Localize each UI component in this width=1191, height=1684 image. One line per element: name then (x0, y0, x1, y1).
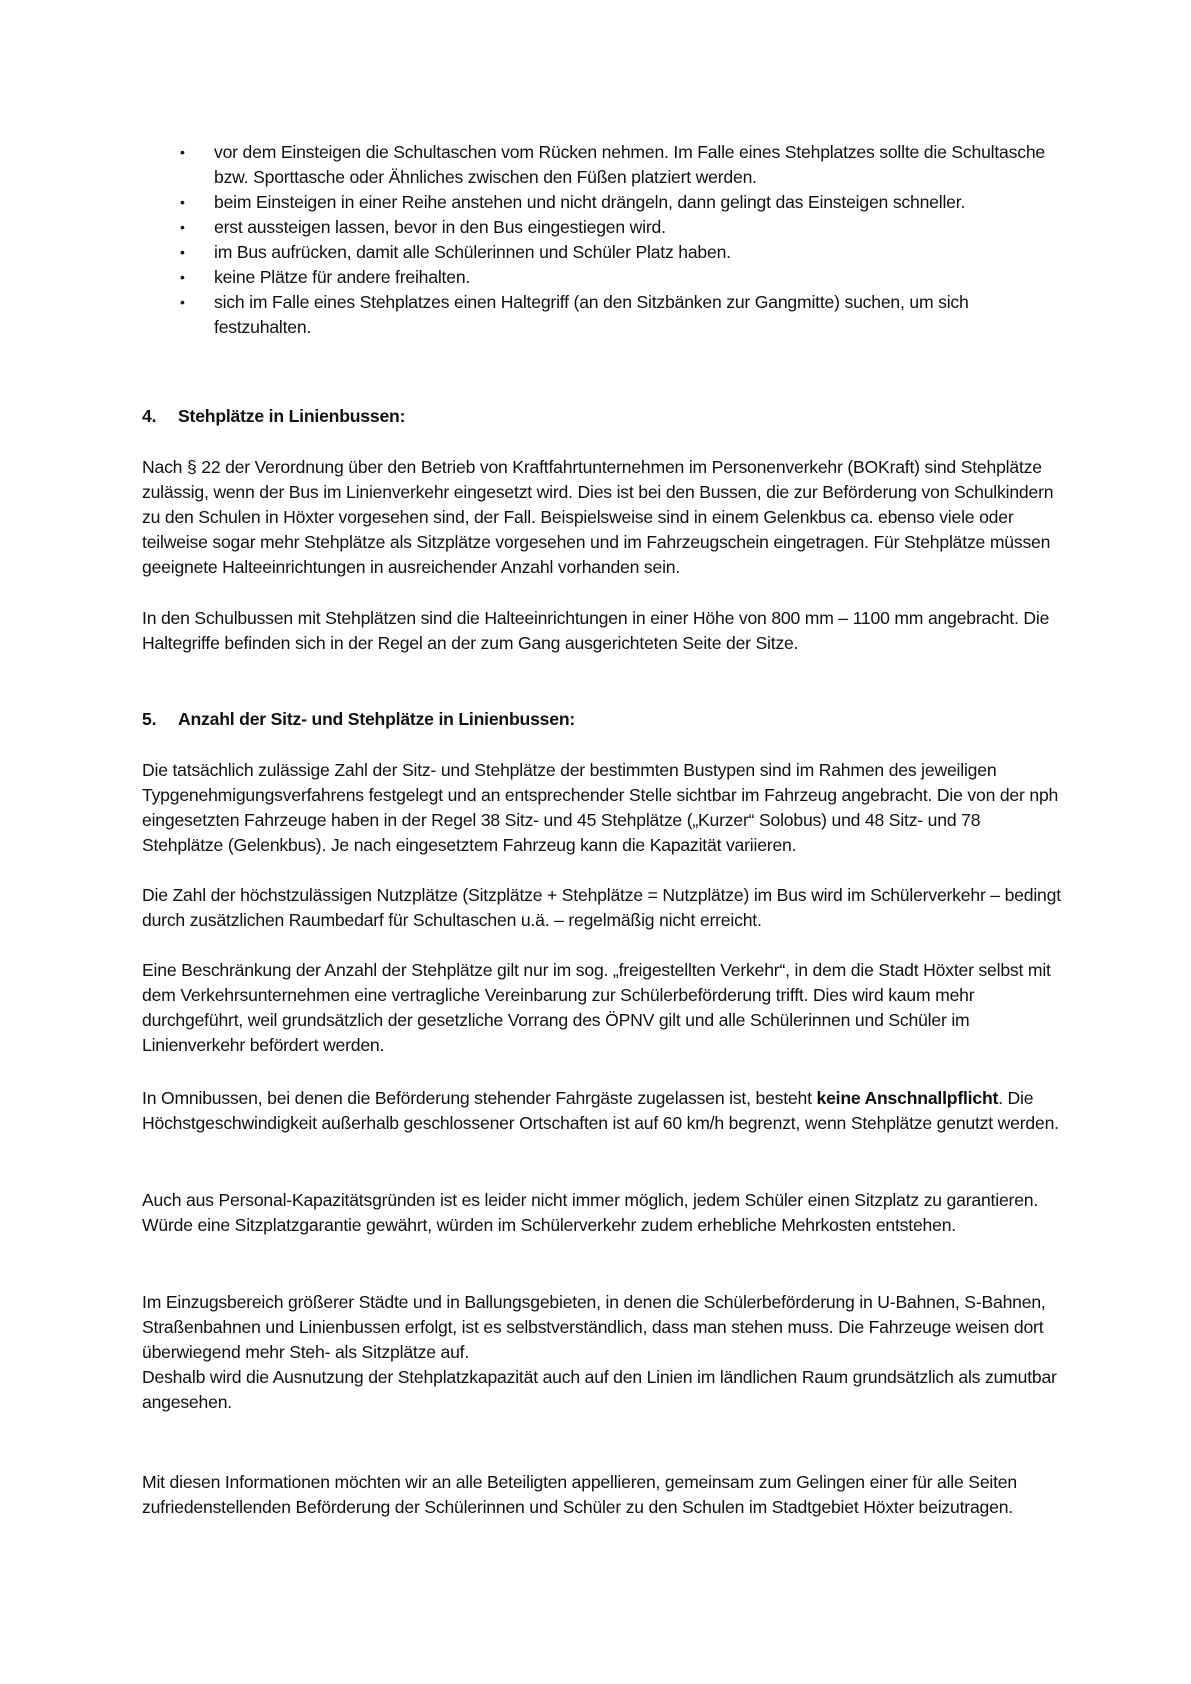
list-item-text: vor dem Einsteigen die Schultaschen vom Rücken nehmen. Im Falle eines Stehplatzes sollte die Schultasche bzw. Sporttasche oder Ähnliches zwischen den Füßen platziert werden. (214, 142, 1046, 187)
section-5-paragraph-3: Eine Beschränkung der Anzahl der Stehplätze gilt nur im sog. „freigestellten Verkehr“, in dem die Stadt Höxter selbst mit dem Verkehrsunternehmen eine vertragliche Vereinbarung zur Schülerbeförderung trifft. Dies wird kaum mehr durchgeführt, weil grundsätzlich der gesetzliche Vorrang des ÖPNV gilt und alle Schülerinnen und Schüler im Linienverkehr befördert werden. (142, 960, 1051, 1055)
paragraph-4-text-start: In Omnibussen, bei denen die Beförderung stehender Fahrgäste zugelassen ist, besteht (142, 1088, 817, 1108)
section-5-paragraph-1: Die tatsächlich zulässige Zahl der Sitz- und Stehplätze der bestimmten Bustypen sind im Rahmen des jeweiligen Typgenehmigungsverfahrens festgelegt und an entsprechender Stelle sichtbar im Fahrzeug angebracht. Die von der nph eingesetzten Fahrzeuge haben in der Regel 38 Sitz- und 45 Stehplätze („Kurzer“ Solobus) und 48 Sitz- und 78 Stehplätze (Gelenkbus). Je nach eingesetztem Fahrzeug kann die Kapazität variieren. (142, 760, 1059, 855)
list-item-text: sich im Falle eines Stehplatzes einen Haltegriff (an den Sitzbänken zur Gangmitte) suchen, um sich festzuhalten. (214, 292, 969, 337)
bullet-icon: • (180, 219, 185, 235)
section-5-paragraph-2: Die Zahl der höchstzulässigen Nutzplätze (Sitzplätze + Stehplätze = Nutzplätze) im Bus wird im Schülerverkehr – bedingt durch zusätzlichen Raumbedarf für Schultaschen u.ä. – regelmäßig nicht erreicht. (142, 885, 1061, 930)
list-item (140, 190, 1060, 215)
bullet-icon: • (180, 244, 185, 260)
list-item-text: keine Plätze für andere freihalten. (214, 267, 471, 287)
closing-paragraph: Mit diesen Informationen möchten wir an alle Beteiligten appellieren, gemeinsam zum Gelingen einer für alle Seiten zufriedenstellenden Beförderung der Schülerinnen und Schüler zu den Schulen im Stadtgebiet Höxter beizutragen. (142, 1472, 1017, 1517)
section-5-paragraph-6b: Deshalb wird die Ausnutzung der Stehplatzkapazität auch auf den Linien im ländlichen Raum grundsätzlich als zumutbar angesehen. (142, 1367, 1057, 1412)
section-5-paragraph-6a: Im Einzugsbereich größerer Städte und in Ballungsgebieten, in denen die Schülerbeförderung in U-Bahnen, S-Bahnen, Straßenbahnen und Linienbussen erfolgt, ist es selbstverständlich, dass man stehen muss. Die Fahrzeuge weisen dort überwiegend mehr Steh- als Sitzplätze auf. (142, 1292, 1046, 1362)
list-item-text: im Bus aufrücken, damit alle Schülerinnen und Schüler Platz haben. (214, 242, 731, 262)
section-5-paragraph-5: Auch aus Personal-Kapazitätsgründen ist es leider nicht immer möglich, jedem Schüler einen Sitzplatz zu garantieren. Würde eine Sitzplatzgarantie gewährt, würden im Schülerverkehr zudem erhebliche Mehrkosten entstehen. (142, 1190, 1039, 1235)
bullet-list (140, 140, 1060, 340)
paragraph-4-bold-text: keine Anschnallpflicht (816, 1088, 999, 1108)
section-4-title: Stehplätze in Linienbussen: (178, 406, 406, 426)
section-4-number: 4. (142, 406, 157, 426)
section-5-heading (142, 707, 575, 732)
bullet-icon: • (180, 294, 185, 310)
section-4-heading (142, 404, 405, 429)
list-item-text: beim Einsteigen in einer Reihe anstehen und nicht drängeln, dann gelingt das Einsteigen schneller. (214, 192, 966, 212)
section-5-number: 5. (142, 709, 157, 729)
list-item-text: erst aussteigen lassen, bevor in den Bus eingestiegen wird. (214, 217, 666, 237)
list-item (140, 290, 1060, 340)
paragraph-4-text-end: . Die Höchstgeschwindigkeit außerhalb geschlossener Ortschaften ist auf 60 km/h begrenzt, wenn Stehplätze genutzt werden. (142, 1088, 1059, 1133)
section-4-paragraph-2: In den Schulbussen mit Stehplätzen sind die Halteeinrichtungen in einer Höhe von 800 mm – 1100 mm angebracht. Die Haltegriffe befinden sich in der Regel an der zum Gang ausgerichteten Seite der Sitze. (142, 608, 1050, 653)
section-5-title: Anzahl der Sitz- und Stehplätze in Linienbussen: (178, 709, 576, 729)
bullet-icon: • (180, 144, 185, 160)
bullet-icon: • (180, 269, 185, 285)
bullet-icon: • (180, 194, 185, 210)
section-4-paragraph-1: Nach § 22 der Verordnung über den Betrieb von Kraftfahrtunternehmen im Personenverkehr (BOKraft) sind Stehplätze zulässig, wenn der Bus im Linienverkehr eingesetzt wird. Dies ist bei den Bussen, die zur Beförderung von Schulkindern zu den Schulen in Höxter vorgesehen sind, der Fall. Beispielsweise sind in einem Gelenkbus ca. ebenso viele oder teilweise sogar mehr Stehplätze als Sitzplätze vorgesehen und im Fahrzeugschein eingetragen. Für Stehplätze müssen geeignete Halteeinrichtungen in ausreichender Anzahl vorhanden sein. (142, 457, 1054, 577)
list-item (140, 215, 1060, 240)
list-item (140, 140, 1060, 190)
section-5-paragraph-4 (142, 1086, 1062, 1136)
list-item (140, 265, 1060, 290)
list-item (140, 240, 1060, 265)
